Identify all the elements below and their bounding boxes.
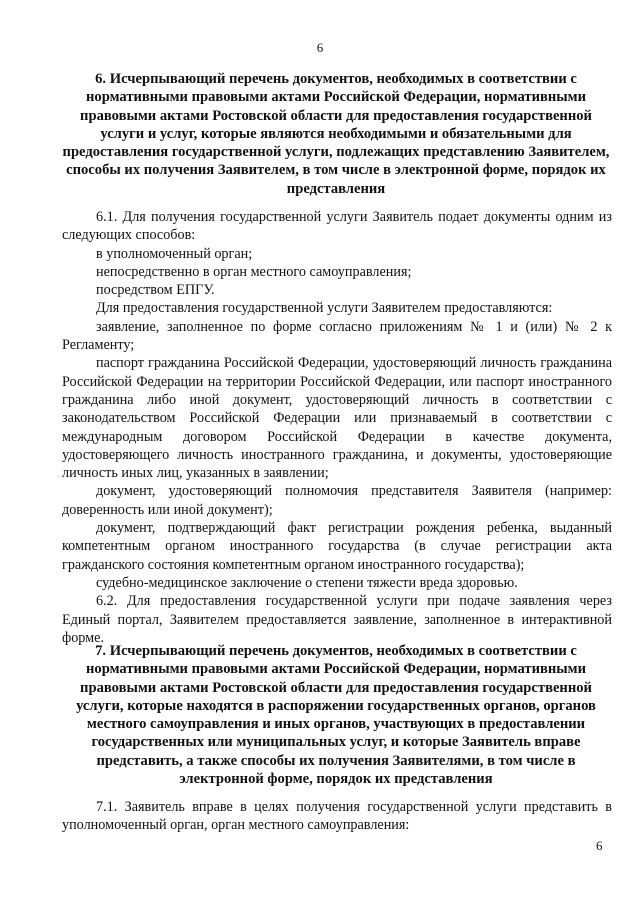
paragraph-6-2: 6.2. Для предоставления государственной услуги при подаче заявления через Единый портал, Заявителем предоставляется заявление, заполненное в интерактивной форме. — [62, 593, 612, 646]
documents-intro: Для предоставления государственной услуги Заявителем предоставляются: — [96, 300, 553, 317]
page-number-bottom: 6 — [596, 838, 603, 853]
section-6-body — [62, 208, 612, 647]
document-item: заявление, заполненное по форме согласно приложениям № 1 и (или) № 2 к Регламенту; — [62, 318, 612, 354]
paragraph-6-1: 6.1. Для получения государственной услуги Заявитель подает документы одним из следующих способов: — [62, 209, 612, 244]
paragraph-7-1: 7.1. Заявитель вправе в целях получения государственной услуги представить в уполномоченный орган, орган местного самоуправления: — [62, 799, 612, 834]
method-item: посредством ЕПГУ. — [96, 282, 215, 299]
document-item: судебно-медицинское заключение о степени тяжести вреда здоровью. — [96, 574, 518, 591]
section-7-heading: 7. Исчерпывающий перечень документов, необходимых в соответствии с нормативными правовыми актами Российской Федерации, нормативными правовыми актами Ростовской области для предоставления государственной услуги, которые находятся в распоряжении государственных органов, органов местного самоуправления и иных органов, участвующих в предоставлении государственных или муниципальных услуг, и которые Заявитель вправе представить, а также способы их получения Заявителями, в том числе в электронной форме, порядок их представления — [76, 643, 596, 788]
document-item: документ, удостоверяющий полномочия представителя Заявителя (например: доверенность или иной документ); — [62, 483, 612, 518]
document-item: документ, подтверждающий факт регистрации рождения ребенка, выданный компетентным органом иностранного государства (в случае регистрации акта гражданского состояния компетентным органом иностранного государства); — [62, 520, 612, 573]
section-6-heading: 6. Исчерпывающий перечень документов, необходимых в соответствии с нормативными правовыми актами Российской Федерации, нормативными правовыми актами Ростовской области для предоставления государственной услуги и услуг, которые являются необходимыми и обязательными для предоставления государственной услуги, подлежащих представлению Заявителем, способы их получения Заявителем, в том числе в электронной форме, порядок их представления — [62, 71, 610, 197]
method-item: непосредственно в орган местного самоуправления; — [96, 263, 412, 280]
method-item: в уполномоченный орган; — [96, 245, 253, 262]
section-7-body — [62, 798, 612, 835]
document-item: паспорт гражданина Российской Федерации, удостоверяющий личность гражданина Российской Федерации на территории Российской Федерации, или паспорт иностранного гражданина либо иной документ, удостоверяющий личность в соответствии с законодательством Российской Федерации или признаваемый в соответствии с международным договором Российской Федерации в качестве документа, удостоверяющего личность иностранного гражданина, и документы, удостоверяющие личность иных лиц, указанных в заявлении; — [62, 355, 612, 482]
page-number-top: 6 — [316, 40, 324, 55]
